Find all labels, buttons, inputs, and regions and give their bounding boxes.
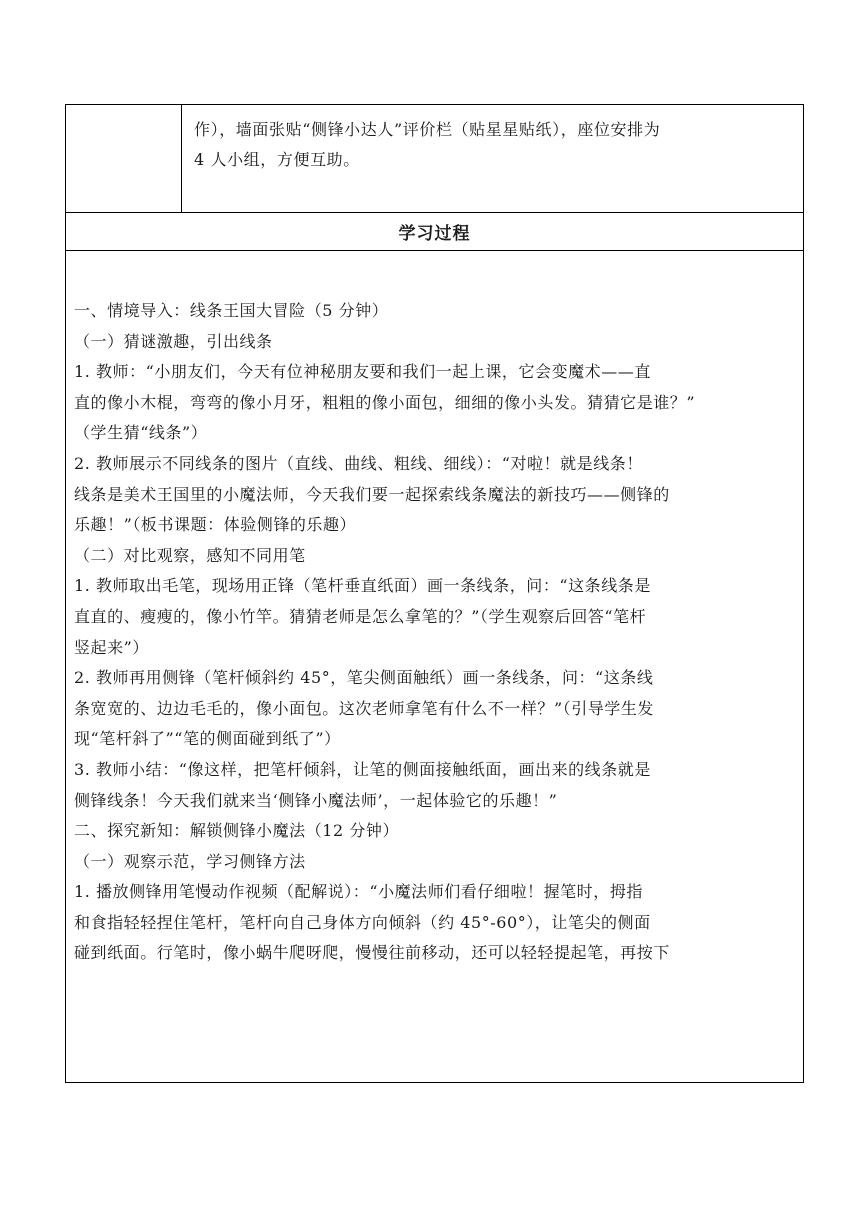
text-line: 和食指轻轻捏住笔杆，笔杆向自己身体方向倾斜（约 45°-60°），让笔尖的侧面 bbox=[74, 912, 651, 932]
lesson-plan-table bbox=[65, 104, 804, 1083]
text-line: （学生猜“线条”） bbox=[74, 423, 208, 443]
text-line: 2. 教师再用侧锋（笔杆倾斜约 45°，笔尖侧面触纸）画一条线条，问：“这条线 bbox=[74, 668, 654, 688]
table-cell-content bbox=[194, 115, 794, 175]
text-line: （一）观察示范，学习侧锋方法 bbox=[74, 851, 306, 871]
text-line: 直的像小木棍，弯弯的像小月牙，粗粗的像小面包，细细的像小头发。猜猜它是谁？” bbox=[74, 392, 696, 412]
text-line: 侧锋线条！今天我们就来当‘侧锋小魔法师’，一起体验它的乐趣！” bbox=[74, 790, 558, 810]
text-line: （二）对比观察，感知不同用笔 bbox=[74, 545, 306, 565]
text-line: 作），墙面张贴“侧锋小达人”评价栏（贴星星贴纸），座位安排为 bbox=[194, 120, 661, 139]
table-row-environment bbox=[66, 105, 803, 213]
text-line: 1. 播放侧锋用笔慢动作视频（配解说）：“小魔法师们看仔细啦！握笔时，拇指 bbox=[74, 882, 643, 902]
text-line: 线条是美术王国里的小魔法师，今天我们要一起探索线条魔法的新技巧——侧锋的 bbox=[74, 484, 670, 504]
text-line: 现“笔杆斜了”“笔的侧面碰到纸了”） bbox=[74, 729, 341, 749]
section-header: 学习过程 bbox=[66, 213, 803, 251]
text-line: 3. 教师小结：“像这样，把笔杆倾斜，让笔的侧面接触纸面，画出来的线条就是 bbox=[74, 759, 651, 779]
text-line: 二、探究新知：解锁侧锋小魔法（12 分钟） bbox=[74, 821, 399, 841]
text-line: 1. 教师：“小朋友们，今天有位神秘朋友要和我们一起上课，它会变魔术——直 bbox=[74, 362, 651, 382]
text-line: 一、情境导入：线条王国大冒险（5 分钟） bbox=[74, 301, 389, 320]
text-line: 2. 教师展示不同线条的图片（直线、曲线、粗线、细线）：“对啦！就是线条！ bbox=[74, 453, 643, 473]
text-line: 1. 教师取出毛笔，现场用正锋（笔杆垂直纸面）画一条线条，问：“这条线条是 bbox=[74, 576, 651, 596]
text-line: 条宽宽的、边边毛毛的，像小面包。这次老师拿笔有什么不一样？”（引导学生发 bbox=[74, 698, 654, 718]
text-line: 直直的、瘦瘦的，像小竹竿。猜猜老师是怎么拿笔的？”（学生观察后回答“笔杆 bbox=[74, 606, 647, 626]
table-cell-label bbox=[66, 105, 182, 212]
learning-process-content bbox=[74, 296, 798, 969]
text-line: 竖起来”） bbox=[74, 637, 149, 657]
text-line: 4 人小组，方便互助。 bbox=[194, 150, 360, 169]
text-line: 碰到纸面。行笔时，像小蜗牛爬呀爬，慢慢往前移动，还可以轻轻提起笔，再按下 bbox=[74, 943, 670, 963]
text-line: （一）猜谜激趣，引出线条 bbox=[74, 331, 273, 351]
text-line: 乐趣！”（板书课题：体验侧锋的乐趣） bbox=[74, 515, 357, 535]
